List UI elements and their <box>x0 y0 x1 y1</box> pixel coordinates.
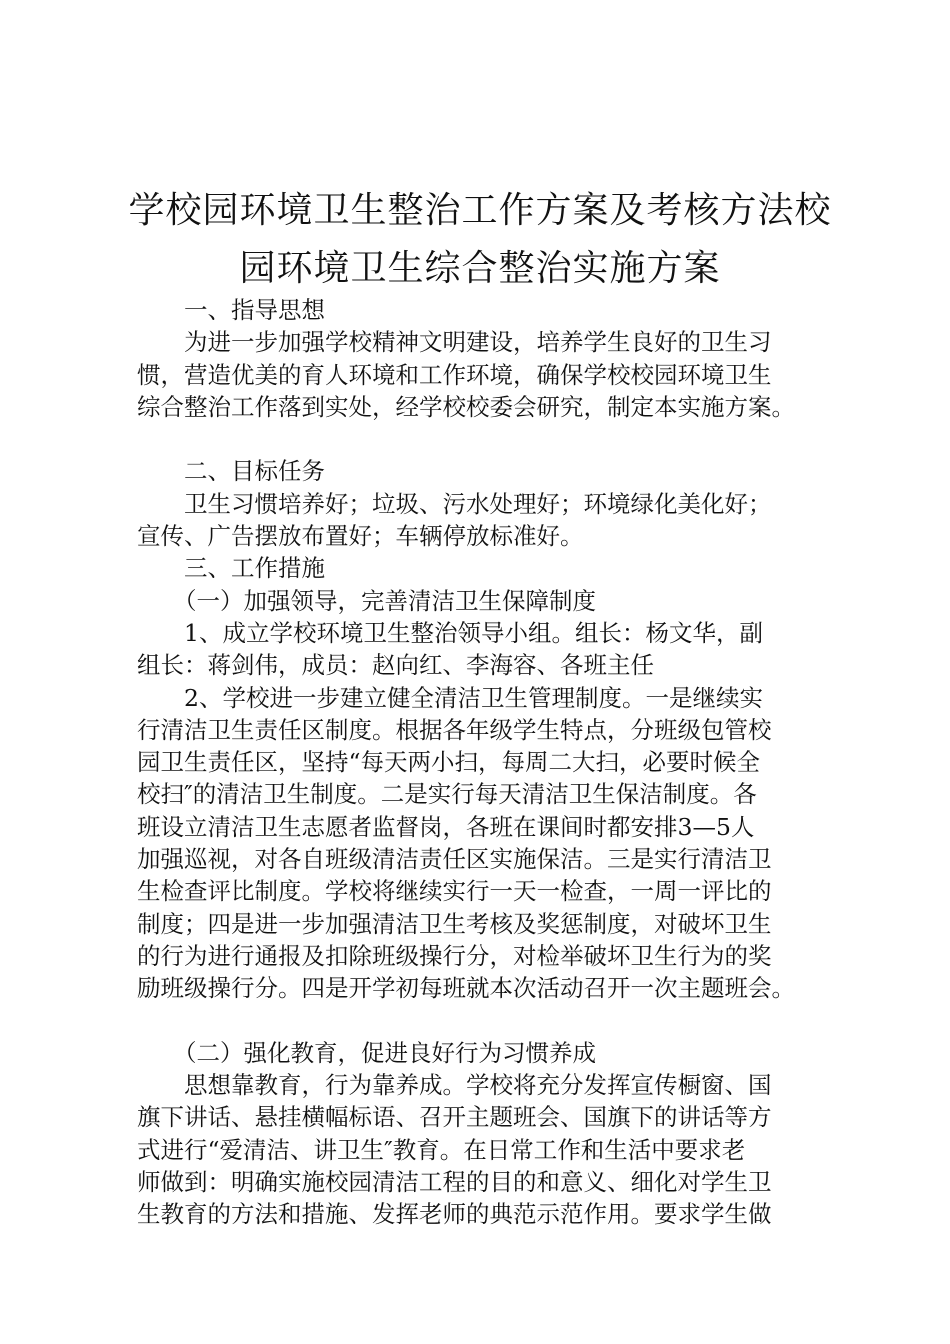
section-heading: 一、指导思想 <box>184 296 325 324</box>
section-heading: 三、工作措施 <box>184 554 325 583</box>
title-line-1: 学校园环境卫生整治工作方案及考核方法校 <box>128 190 832 231</box>
paragraph-line: 制度；四是进一步加强清洁卫生考核及奖惩制度，对破坏卫生 <box>137 909 772 938</box>
paragraph-line: 生检查评比制度。学校将继续实行一天一检查，一周一评比的 <box>137 877 772 906</box>
paragraph-line: 组长：蒋剑伟，成员：赵向红、李海容、各班主任 <box>137 651 654 680</box>
paragraph-line: 师做到：明确实施校园清洁工程的目的和意义、细化对学生卫 <box>137 1168 772 1197</box>
paragraph-line: 思想靠教育，行为靠养成。学校将充分发挥宣传橱窗、国 <box>184 1071 772 1100</box>
subsection-heading: （一）加强领导，完善清洁卫生保障制度 <box>173 586 596 615</box>
paragraph-line: 惯，营造优美的育人环境和工作环境，确保学校校园环境卫生 <box>137 360 772 389</box>
paragraph-line: 2、学校进一步建立健全清洁卫生管理制度。一是继续实 <box>184 683 763 712</box>
paragraph-line: 为进一步加强学校精神文明建设，培养学生良好的卫生习 <box>184 328 772 357</box>
document-title <box>100 182 860 298</box>
paragraph-line: 卫生习惯培养好；垃圾、污水处理好；环境绿化美化好； <box>184 489 772 518</box>
paragraph-line: 加强巡视，对各自班级清洁责任区实施保洁。三是实行清洁卫 <box>137 845 772 874</box>
paragraph-line: 励班级操行分。四是开学初每班就本次活动召开一次主题班会。 <box>137 974 795 1003</box>
paragraph-line: 综合整治工作落到实处，经学校校委会研究，制定本实施方案。 <box>137 392 795 421</box>
paragraph-line: 班设立清洁卫生志愿者监督岗，各班在课间时都安排3—5人 <box>137 812 755 841</box>
paragraph-line: 旗下讲话、悬挂横幅标语、召开主题班会、国旗下的讲话等方 <box>137 1103 772 1132</box>
paragraph-line: 行清洁卫生责任区制度。根据各年级学生特点，分班级包管校 <box>137 715 772 744</box>
blank-line <box>137 1005 837 1037</box>
paragraph-line: 生教育的方法和措施、发挥老师的典范示范作用。要求学生做 <box>137 1200 772 1229</box>
section-heading: 二、目标任务 <box>184 457 325 486</box>
paragraph-line: 的行为进行通报及扣除班级操行分，对检举破坏卫生行为的奖 <box>137 941 772 970</box>
paragraph-line: 园卫生责任区，坚持“每天两小扫，每周二大扫，必要时候全 <box>137 748 761 777</box>
paragraph-line: 宣传、广告摆放布置好；车辆停放标准好。 <box>137 522 584 551</box>
subsection-heading: （二）强化教育，促进良好行为习惯养成 <box>173 1038 596 1067</box>
document-body <box>137 294 837 1231</box>
paragraph-line: 式进行“爱清洁、讲卫生″教育。在日常工作和生活中要求老 <box>137 1135 746 1164</box>
paragraph-line: 1、成立学校环境卫生整治领导小组。组长：杨文华，副 <box>184 618 763 647</box>
title-line-2: 园环境卫生综合整治实施方案 <box>239 248 721 289</box>
blank-line <box>137 423 837 455</box>
paragraph-line: 校扫″的清洁卫生制度。二是实行每天清洁卫生保洁制度。各 <box>137 780 757 809</box>
